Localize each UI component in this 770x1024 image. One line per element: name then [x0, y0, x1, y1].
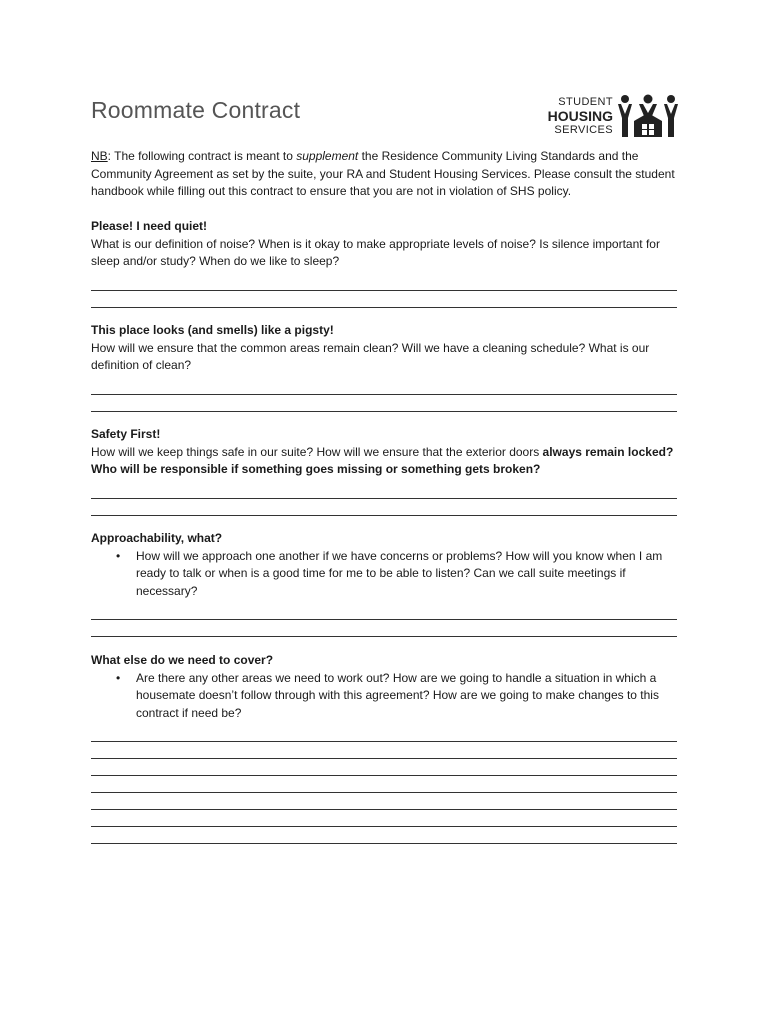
- bullet-item: [91, 548, 681, 601]
- bullet-text: How will we approach one another if we have concerns or problems? How will you know when I am ready to talk or when is a good time for me to be able to listen? Can we call suite meetings if necessary?: [136, 548, 663, 598]
- answer-line[interactable]: [91, 499, 677, 516]
- section-heading: Safety First!: [91, 427, 161, 441]
- section-quiet: [91, 218, 681, 308]
- document-page: [91, 0, 681, 720]
- section-safety: [91, 426, 681, 516]
- answer-line[interactable]: [91, 793, 677, 810]
- answer-lines: [91, 378, 681, 412]
- intro-text-1: : The following contract is meant to: [107, 149, 297, 163]
- answer-lines: [91, 725, 681, 844]
- people-house-icon: [617, 94, 679, 138]
- section-question: How will we ensure that the common areas remain clean? Will we have a cleaning schedule? What is our definition of clean?: [91, 340, 650, 372]
- answer-line[interactable]: [91, 482, 677, 499]
- document-header: [91, 0, 681, 150]
- page-title: Roommate Contract: [91, 97, 301, 123]
- answer-lines: [91, 482, 681, 516]
- bullet-icon: •: [116, 548, 121, 563]
- section-heading: This place looks (and smells) like a pigsty!: [91, 323, 334, 337]
- section-cleanliness: [91, 322, 681, 412]
- section-heading: What else do we need to cover?: [91, 653, 274, 667]
- student-housing-services-logo: [531, 94, 681, 140]
- logo-line-2: HOUSING: [547, 108, 613, 124]
- section-question: [91, 444, 681, 479]
- logo-line-3: SERVICES: [554, 124, 613, 136]
- section-question-text: How will we keep things safe in our suite? How will we ensure that the exterior doors: [91, 444, 543, 459]
- intro-text-2: the Residence Community Living Standards and the Community Agreement as set by the suite, your RA and Student Housing Services. Please consult the student handbook while filling out this contract to ensure that you are not in violation of SHS policy.: [91, 149, 675, 198]
- answer-line[interactable]: [91, 395, 677, 412]
- answer-line[interactable]: [91, 827, 677, 844]
- intro-emphasis: supplement: [296, 149, 359, 163]
- nb-label: NB: [91, 149, 108, 163]
- answer-line[interactable]: [91, 291, 677, 308]
- answer-line[interactable]: [91, 620, 677, 637]
- section-other: [91, 652, 681, 844]
- answer-lines: [91, 274, 681, 308]
- section-approachability: [91, 530, 681, 637]
- section-heading: Please! I need quiet!: [91, 219, 208, 233]
- answer-line[interactable]: [91, 810, 677, 827]
- section-question: What is our definition of noise? When is it okay to make appropriate levels of noise? Is silence important for sleep and/or study? When do we like to sleep?: [91, 236, 660, 268]
- logo-text: [531, 96, 613, 137]
- answer-line[interactable]: [91, 725, 677, 742]
- bullet-icon: •: [116, 670, 121, 685]
- answer-line[interactable]: [91, 274, 677, 291]
- section-heading: Approachability, what?: [91, 531, 223, 545]
- logo-line-1: STUDENT: [558, 96, 613, 108]
- answer-line[interactable]: [91, 759, 677, 776]
- bullet-text: Are there any other areas we need to work out? How are we going to handle a situation in which a housemate doesn’t follow through with this agreement? How are we going to make changes to this contract if need be?: [136, 670, 659, 720]
- answer-lines: [91, 603, 681, 637]
- answer-line[interactable]: [91, 603, 677, 620]
- answer-line[interactable]: [91, 742, 677, 759]
- answer-line[interactable]: [91, 776, 677, 793]
- bullet-item: [91, 670, 681, 723]
- section-question-bold: always remain locked? Who will be responsible if something goes missing or something gets broken?: [91, 444, 674, 476]
- intro-paragraph: [91, 148, 681, 201]
- answer-line[interactable]: [91, 378, 677, 395]
